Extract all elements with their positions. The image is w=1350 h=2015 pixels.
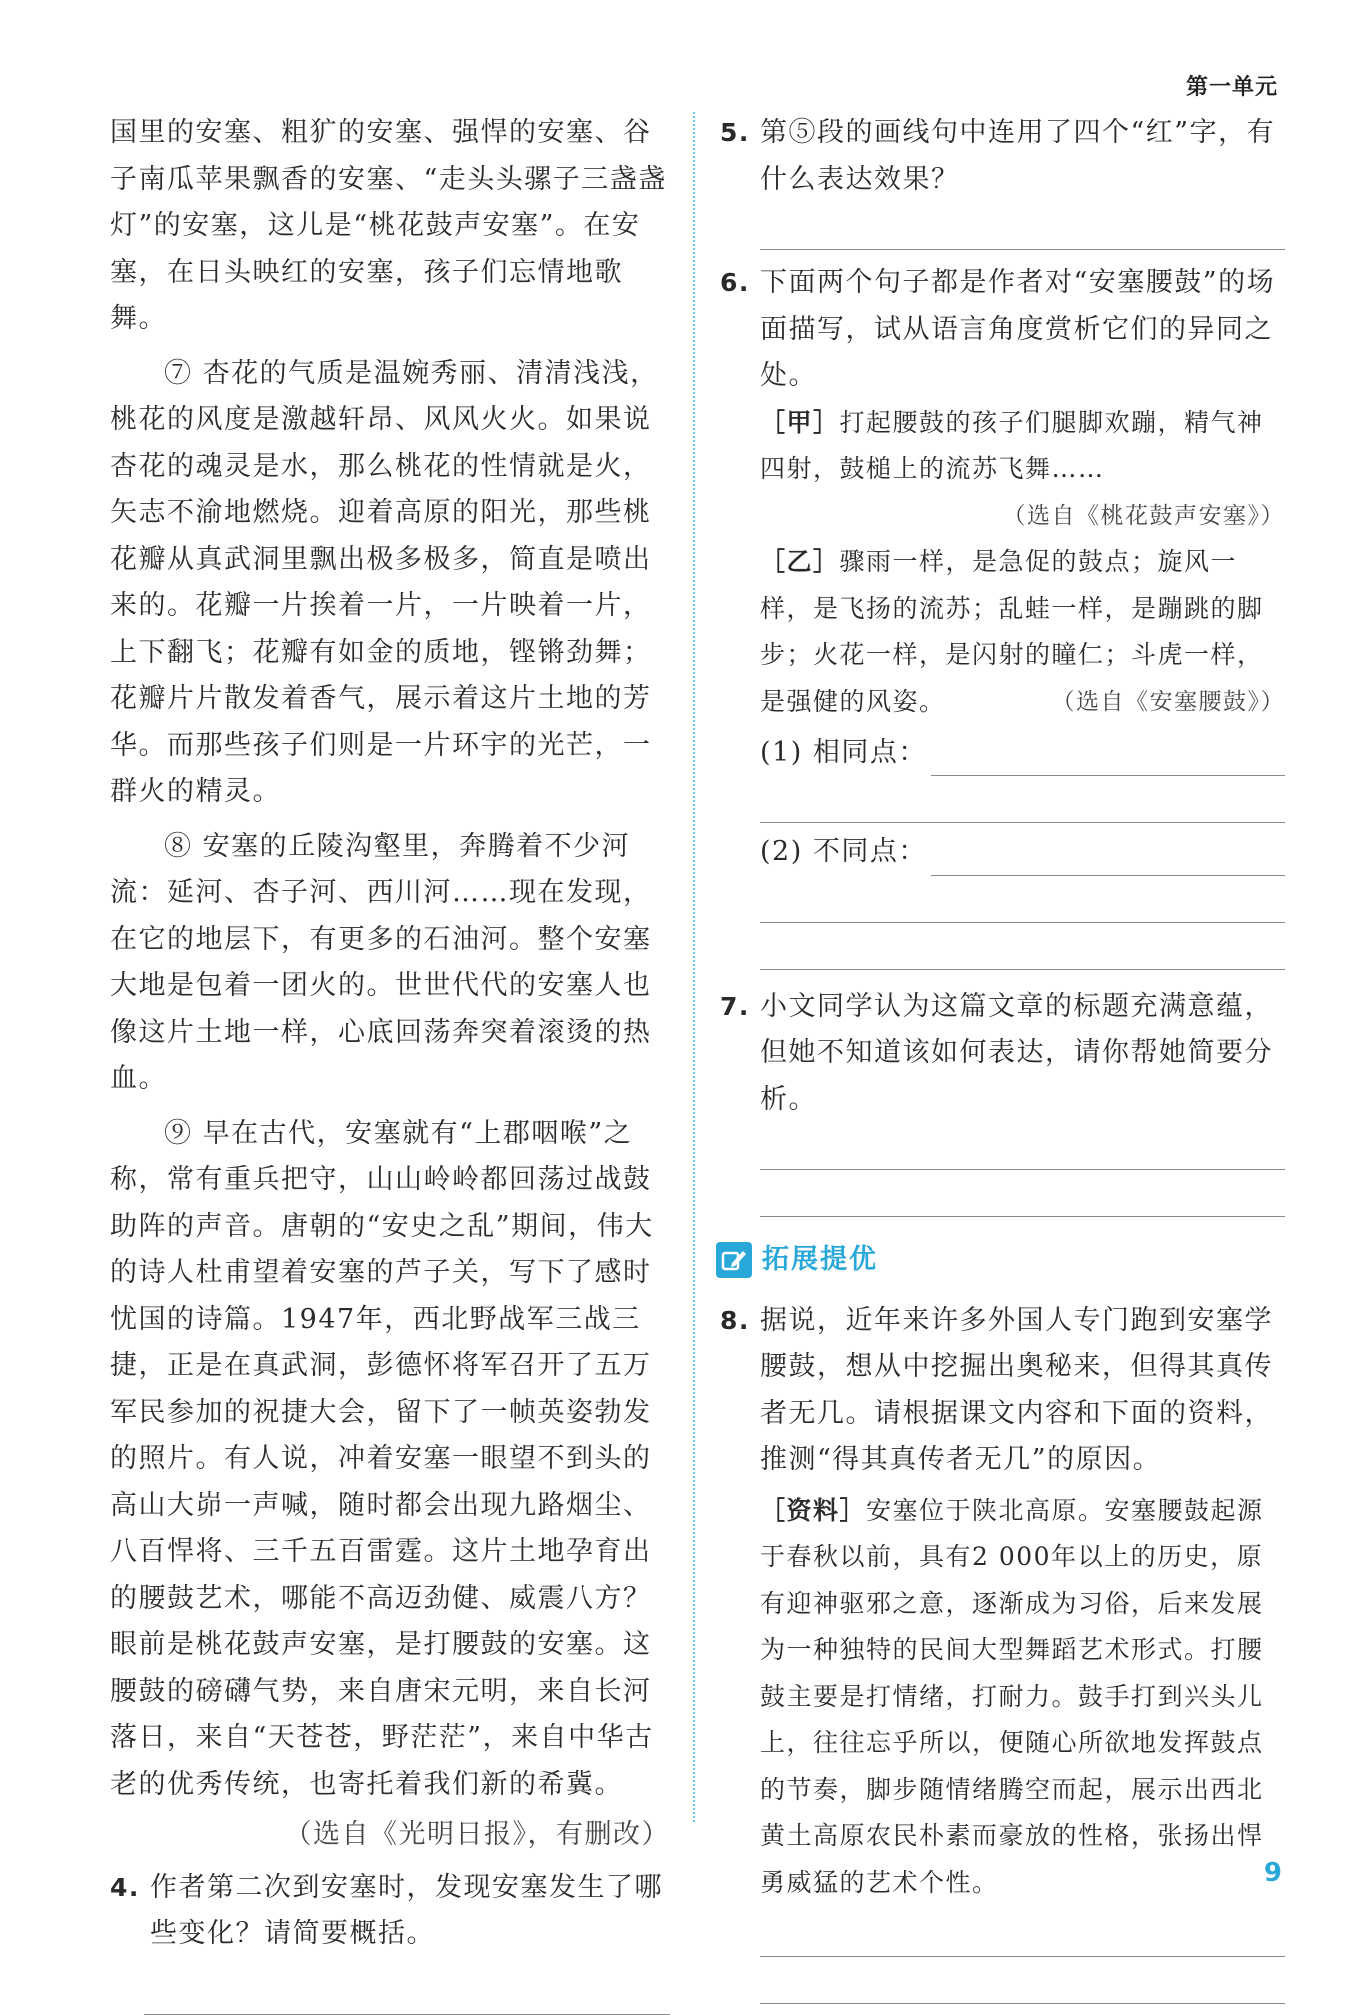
answer-line[interactable] [760,1910,1285,1957]
left-column [110,110,670,2015]
answer-line[interactable] [760,776,1285,823]
material [760,1488,1285,1907]
section-title: 拓展提优 [762,1244,878,1275]
question-text: 据说，近年来许多外国人专门跑到安塞学腰鼓，想从中挖掘出奥秘来，但得其真传者无几。请根据课文内容和下面的资料，推测“得其真传者无几”的原因。 [760,1304,1273,1475]
sub-label: (2) 不同点： [760,836,927,867]
question-8 [720,1298,1285,1907]
answer-line[interactable] [760,923,1285,970]
right-column [720,110,1285,2004]
sub-question-1 [760,730,1285,777]
question-number: 6. [720,268,750,297]
material-text: 安塞位于陕北高原。安塞腰鼓起源于春秋以前，具有2 000年以上的历史，原有迎神驱邪之意，逐渐成为习俗，后来发展为一种独特的民间大型舞蹈艺术形式。打腰鼓主要是打情绪，打耐力。鼓手打到兴头儿上，往往忘乎所以，便随心所欲地发挥鼓点的节奏，脚步随情绪腾空而起，展示出西北黄土高原农民朴素而豪放的性格，张扬出悍勇威猛的艺术个性。 [760,1495,1264,1897]
answer-line[interactable] [931,841,1285,876]
question-text: 小文同学认为这篇文章的标题充满意蕴，但她不知道该如何表达，请你帮她简要分析。 [760,990,1273,1115]
question-text: 第⑤段的画线句中连用了四个“红”字，有什么表达效果？ [760,117,1276,195]
answer-line[interactable] [760,1123,1285,1170]
excerpt-source: （选自《桃花鼓声安塞》） [1002,502,1285,529]
question-number: 5. [720,118,750,147]
unit-header: 第一单元 [1185,75,1278,100]
answer-line[interactable] [760,1957,1285,2004]
question-5 [720,110,1285,203]
sub-question-2 [760,829,1285,876]
answer-line[interactable] [144,1968,670,2015]
paragraph-7: ⑦ 杏花的气质是温婉秀丽、清清浅浅，桃花的风度是激越轩昂、风风火火。如果说杏花的魂灵是水，那么桃花的性情就是火，矢志不渝地燃烧。迎着高原的阳光，那些桃花瓣从真武洞里飘出极多极多，简直是喷出来的。花瓣一片挨着一片，一片映着一片，上下翻飞；花瓣有如金的质地，铿锵劲舞；花瓣片片散发着香气，展示着这片土地的芳华。而那些孩子们则是一片环宇的光芒，一群火的精灵。 [110,357,659,807]
column-divider [693,112,695,1822]
pencil-icon [716,1242,752,1278]
paragraph-continued: 国里的安塞、粗犷的安塞、强悍的安塞、谷子南瓜苹果飘香的安塞、“走头头骡子三盏盏灯”的安塞，这儿是“桃花鼓声安塞”。在安塞，在日头映红的安塞，孩子们忘情地歌舞。 [110,117,667,334]
tag-material: ［资料］ [760,1495,867,1525]
question-7 [720,984,1285,1124]
question-text: 作者第二次到安塞时，发现安塞发生了哪些变化？请简要概括。 [150,1871,663,1949]
answer-line[interactable] [760,203,1285,250]
article-source: （选自《光明日报》，有删改） [284,1819,670,1850]
answer-line[interactable] [760,876,1285,923]
excerpt-text: 打起腰鼓的孩子们腿脚欢蹦，精气神四射，鼓槌上的流苏飞舞…… [760,407,1264,483]
question-4 [110,1865,670,1958]
excerpt-jia [760,400,1285,493]
tag-yi: ［乙］ [760,547,840,576]
tag-jia: ［甲］ [760,407,840,437]
question-number: 8. [720,1305,750,1335]
answer-line[interactable] [931,741,1285,776]
question-text: 下面两个句子都是作者对“安塞腰鼓”的场面描写，试从语言角度赏析它们的异同之处。 [760,267,1276,391]
question-number: 4. [110,1872,140,1902]
paragraph-9: ⑨ 早在古代，安塞就有“上郡咽喉”之称，常有重兵把守，山山岭岭都回荡过战鼓助阵的声音。唐朝的“安史之乱”期间，伟大的诗人杜甫望着安塞的芦子关，写下了感时忧国的诗篇。1947年，西北野战军三战三捷，正是在真武洞，彭德怀将军召开了五万军民参加的祝捷大会，留下了一帧英姿勃发的照片。有人说，冲着安塞一眼望不到头的高山大峁一声喊，随时都会出现九路烟尘、八百悍将、三千五百雷霆。这片土地孕育出的腰鼓艺术，哪能不高迈劲健、威震八方？眼前是桃花鼓声安塞，是打腰鼓的安塞。这腰鼓的磅礴气势，来自唐宋元明，来自长河落日，来自“天苍苍，野茫茫”，来自中华古老的优秀传统，也寄托着我们新的希冀。 [110,1117,654,1800]
section-header [716,1237,1285,1284]
excerpt-source: （选自《安塞腰鼓》） [1051,689,1285,715]
question-number: 7. [720,991,750,1021]
page-number: 9 [1263,1858,1282,1888]
paragraph-8: ⑧ 安塞的丘陵沟壑里，奔腾着不少河流：延河、杏子河、西川河……现在发现，在它的地层下，有更多的石油河。整个安塞大地是包着一团火的。世世代代的安塞人也像这片土地一样，心底回荡奔突着滚烫的热血。 [110,830,652,1094]
answer-line[interactable] [760,1170,1285,1217]
sub-label: (1) 相同点： [760,736,927,768]
excerpt-text: 骤雨一样，是急促的鼓点；旋风一样，是飞扬的流苏；乱蛙一样，是蹦跳的脚步；火花一样，是闪射的瞳仁；斗虎一样，是强健的风姿。 [760,547,1264,716]
question-6 [720,260,1285,726]
